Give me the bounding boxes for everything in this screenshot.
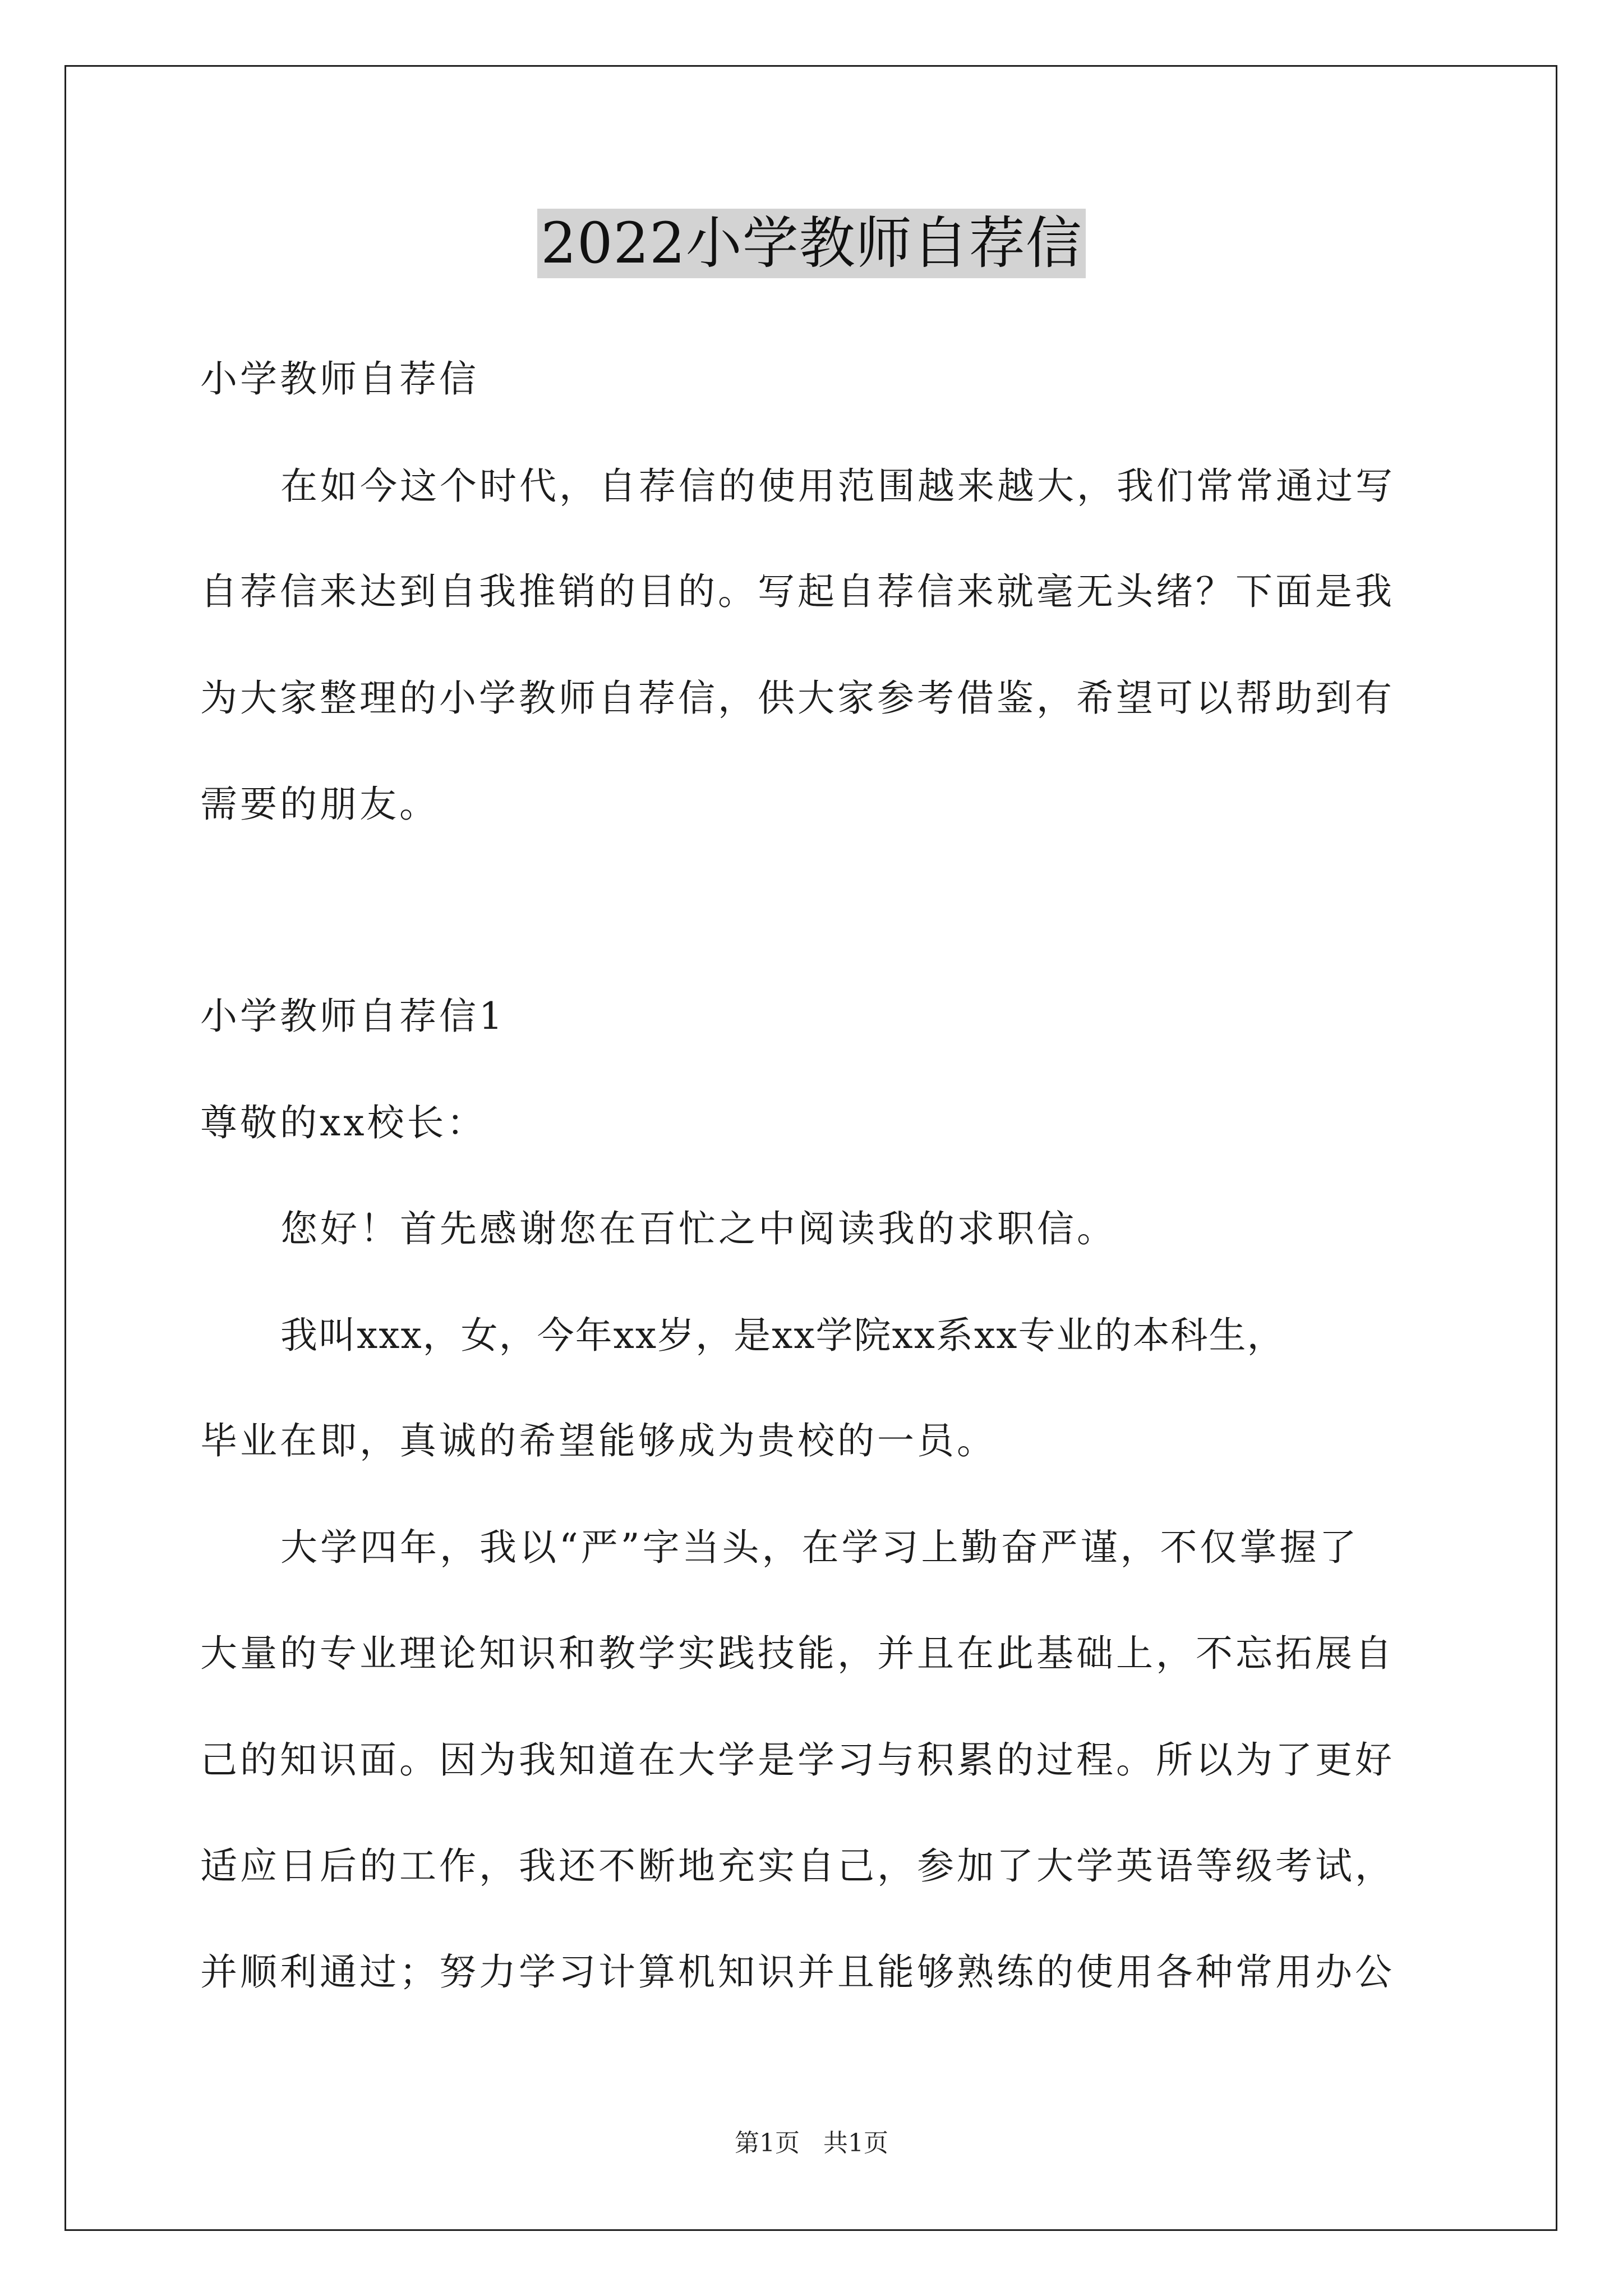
paragraph-line: 适应日后的工作，我还不断地充实自己，参加了大学英语等级考试， — [200, 1844, 1395, 1888]
paragraph-line: 在如今这个时代，自荐信的使用范围越来越大，我们常常通过写 — [280, 464, 1395, 508]
letter-heading: 小学教师自荐信1 — [200, 995, 505, 1038]
paragraph-line: 大量的专业理论知识和教学实践技能，并且在此基础上，不忘拓展自 — [200, 1632, 1395, 1675]
paragraph-line: 并顺利通过；努力学习计算机知识并且能够熟练的使用各种常用办公 — [200, 1950, 1395, 1994]
document-title: 2022小学教师自荐信 — [537, 209, 1086, 278]
paragraph-line: 我叫xxx，女，今年xx岁，是xx学院xx系xx专业的本科生， — [280, 1314, 1285, 1357]
paragraph-line: 毕业在即，真诚的希望能够成为贵校的一员。 — [200, 1419, 997, 1462]
salutation: 尊敬的xx校长： — [200, 1101, 487, 1144]
paragraph-line: 为大家整理的小学教师自荐信，供大家参考借鉴，希望可以帮助到有 — [200, 677, 1395, 720]
title-container — [0, 209, 1623, 278]
paragraph-line: 己的知识面。因为我知道在大学是学习与积累的过程。所以为了更好 — [200, 1738, 1395, 1782]
paragraph-line: 大学四年，我以“严”字当头，在学习上勤奋严谨，不仅掌握了 — [280, 1526, 1359, 1569]
paragraph-line: 您好！首先感谢您在百忙之中阅读我的求职信。 — [280, 1207, 1117, 1250]
section-heading: 小学教师自荐信 — [200, 357, 479, 401]
paragraph-line: 需要的朋友。 — [200, 783, 439, 826]
page-number: 第1页 共1页 — [735, 2129, 888, 2157]
paragraph-line: 自荐信来达到自我推销的目的。写起自荐信来就毫无头绪？下面是我 — [200, 570, 1395, 613]
